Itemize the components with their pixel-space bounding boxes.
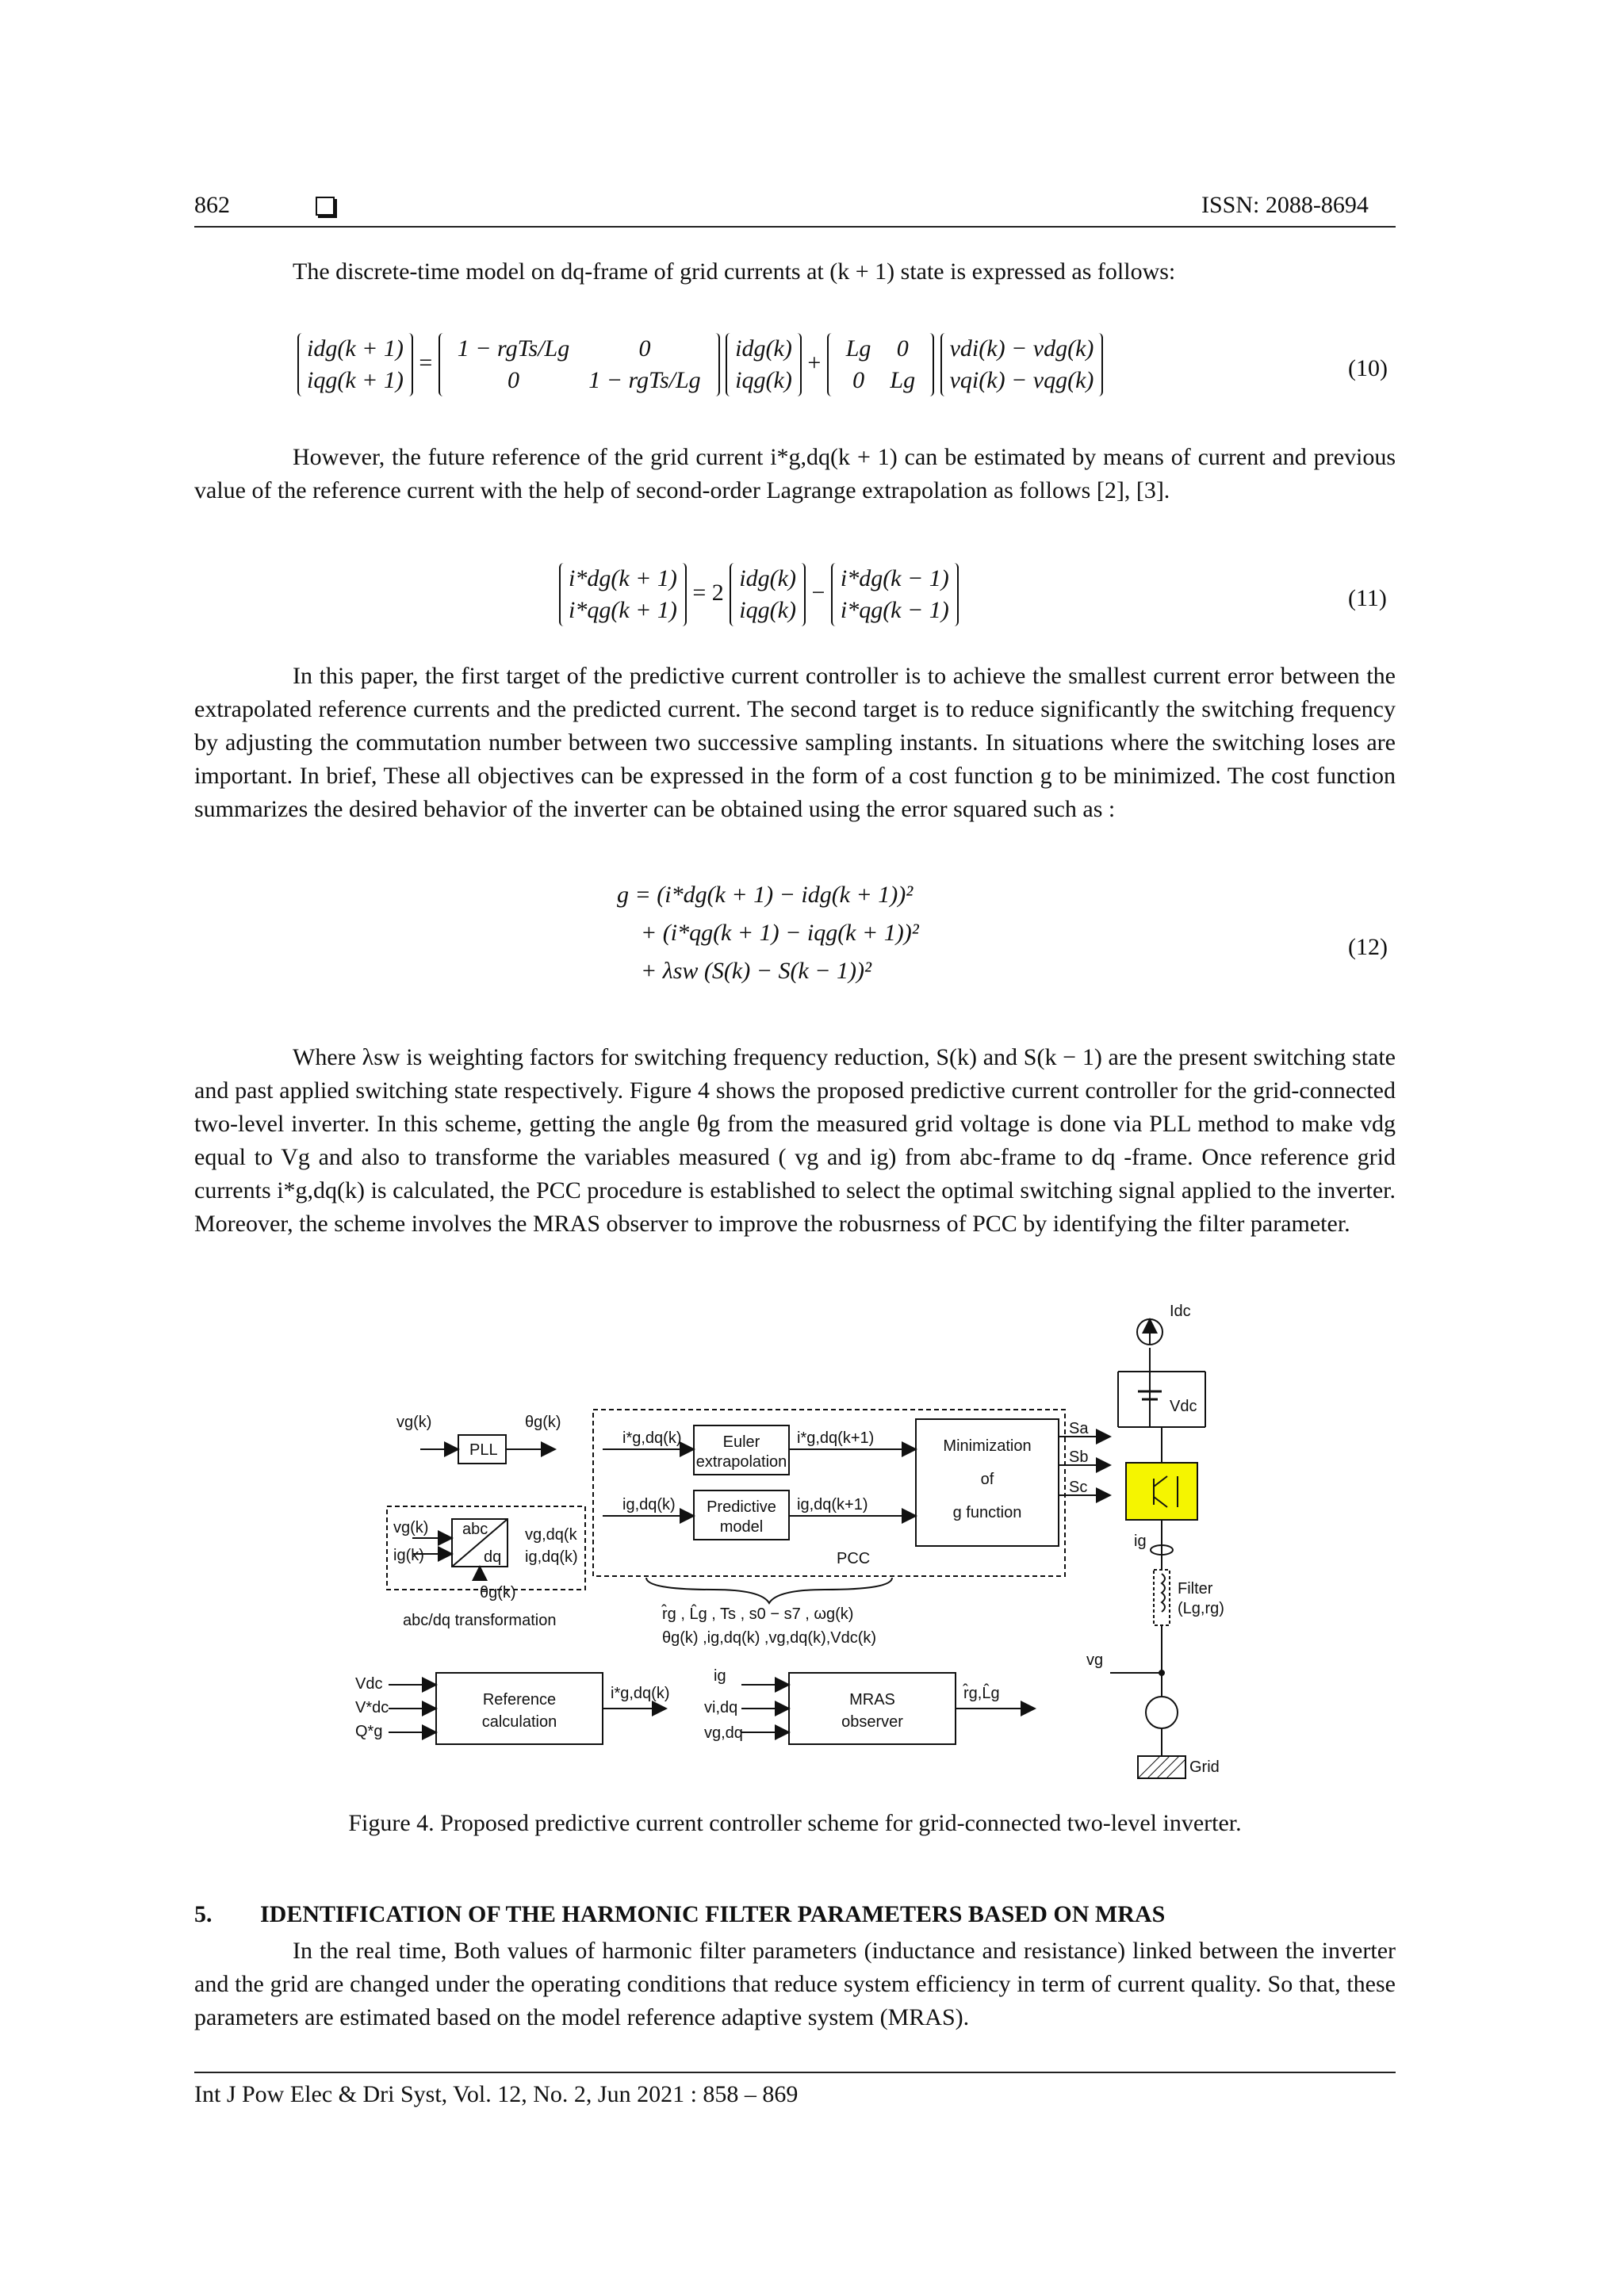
label-params1: r̂g , L̂g , Ts , s0 − s7 , ωg(k)	[662, 1605, 854, 1623]
eq10-matrix-a: 1 − rgTs/Lg 0 0 1 − rgTs/Lg	[439, 333, 720, 396]
label-vdc: Vdc	[355, 1675, 383, 1693]
label-filter-params: (Lg,rg)	[1178, 1600, 1224, 1617]
equation-11-number: (11)	[1348, 585, 1387, 611]
equation-12-number: (12)	[1348, 934, 1388, 960]
header-rule	[194, 226, 1396, 228]
label-theta-out: θg(k)	[525, 1414, 561, 1431]
paragraph-3: In this paper, the first target of the predictive current controller is to achieve the smallest current error between the extrapolated reference currents and the predicted current. The second target is to reduce significantly the switching frequency by adjusting the commutation number between two successive sampling instants. In situations where the switching loses are important. In brief, These all objectives can be expressed in the form of a cost function g to be minimized. The cost function summarizes the desired behavior of the inverter can be obtained using the error squared such as :	[194, 663, 1396, 822]
label-idc: Idc	[1170, 1303, 1191, 1320]
label-vdc-cap: Vdc	[1170, 1398, 1197, 1415]
label-min1: Minimization	[943, 1437, 1032, 1455]
equation-10: idg(k + 1) iqg(k + 1) = 1 − rgTs/Lg 0 0 1 − rgTs/Lg idg(k) iqg(k) + Lg 0 0 Lg vdi(k) − vdg(k) vqi(k) − vqg(k)	[297, 333, 1103, 396]
section-title: IDENTIFICATION OF THE HARMONIC FILTER PARAMETERS BASED ON MRAS	[260, 1901, 1166, 1927]
label-mras2: observer	[841, 1713, 903, 1731]
reference-block	[436, 1673, 603, 1744]
label-min3: g function	[952, 1504, 1022, 1521]
label-qg-star: Q*g	[355, 1723, 383, 1740]
equation-10-number: (10)	[1348, 355, 1388, 381]
label-vg-abc: vg(k)	[393, 1519, 429, 1536]
paragraph-1: The discrete-time model on dq-frame of grid currents at (k + 1) state is expressed as follows:	[293, 258, 1176, 285]
eq12-line-1: g = (i*dg(k + 1) − idg(k + 1))²	[617, 882, 914, 908]
eq10-state: idg(k) iqg(k)	[726, 333, 802, 396]
paragraph-5: In the real time, Both values of harmonic filter parameters (inductance and resistance) linked between the inverter and the grid are changed under the operating conditions that reduce system efficiency in term of current quality. So that, these parameters are estimated based on the model reference adaptive system (MRAS).	[194, 1938, 1396, 2030]
label-euler-out: i*g,dq(k+1)	[797, 1429, 875, 1447]
figure-4-diagram	[317, 1292, 1308, 1792]
inverter-switch-block	[1126, 1463, 1197, 1520]
grid-transformer-symbol	[1146, 1697, 1178, 1728]
eq12-line-3: + λsw (S(k) − S(k − 1))²	[641, 958, 871, 984]
checkbox-glyph-icon	[316, 197, 335, 216]
eq11-lhs: i*dg(k + 1) i*qg(k + 1)	[559, 563, 687, 626]
paragraph-4: Where λsw is weighting factors for switching frequency reduction, S(k) and S(k − 1) are the present switching state and past applied switching state respectively. Figure 4 shows the proposed predictive current controller for the grid-connected two-level inverter. In this scheme, getting the angle θg from the measured grid voltage is done via PLL method to make vdg equal to Vg and also to transforme the variables measured ( vg and ig) from abc-frame to dq -frame. Once reference grid currents i*g,dq(k) is calculated, the PCC procedure is established to select the optimal switching signal applied to the inverter. Moreover, the scheme involves the MRAS observer to improve the robusrness of PCC by identifying the filter parameter.	[194, 1044, 1396, 1237]
label-vgdq-out: vg,dq(k	[525, 1526, 577, 1544]
equation-12	[617, 876, 919, 990]
label-pred2: model	[719, 1518, 764, 1536]
label-igdq-out: ig,dq(k)	[525, 1548, 578, 1566]
label-refcalc-out: i*g,dq(k)	[611, 1685, 670, 1702]
label-grid: Grid	[1189, 1758, 1220, 1776]
label-abcdq-title: abc/dq transformation	[403, 1612, 557, 1629]
paragraph-2: However, the future reference of the grid current i*g,dq(k + 1) can be estimated by means of current and previous value of the reference current with the help of second-order Lagrange extrapolation as follows [2], [3].	[194, 444, 1396, 503]
label-ig-abc: ig(k)	[393, 1547, 424, 1564]
figure-caption: Figure 4. Proposed predictive current controller scheme for grid-connected two-level inverter.	[348, 1810, 1242, 1836]
eq10-lhs: idg(k + 1) iqg(k + 1)	[297, 333, 413, 396]
section-number: 5.	[194, 1901, 213, 1927]
label-mras1: MRAS	[849, 1691, 895, 1709]
label-pred1: Predictive	[707, 1498, 776, 1516]
label-vg-in: vg(k)	[396, 1414, 432, 1431]
label-euler2: extrapolation	[695, 1453, 787, 1471]
issn-label: ISSN: 2088-8694	[1201, 192, 1369, 218]
label-mras-in2: vi,dq	[704, 1699, 738, 1716]
label-pcc: PCC	[837, 1550, 871, 1567]
footer-citation: Int J Pow Elec & Dri Syst, Vol. 12, No. 2, Jun 2021 : 858 – 869	[194, 2081, 799, 2107]
label-dq: dq	[484, 1548, 502, 1566]
label-pred-out: ig,dq(k+1)	[797, 1496, 868, 1513]
eq11-current: idg(k) iqg(k)	[730, 563, 806, 626]
equation-11: i*dg(k + 1) i*qg(k + 1) = 2 idg(k) iqg(k) − i*dg(k − 1) i*qg(k − 1)	[559, 563, 959, 626]
label-mras-out: r̂g,L̂g	[963, 1685, 1000, 1702]
eq11-previous: i*dg(k − 1) i*qg(k − 1)	[831, 563, 959, 626]
label-params2: θg(k) ,ig,dq(k) ,vg,dq(k),Vdc(k)	[662, 1629, 877, 1647]
label-theta-in: θg(k)	[480, 1584, 516, 1601]
label-euler1: Euler	[722, 1433, 760, 1451]
label-refcalc2: calculation	[481, 1713, 557, 1731]
label-mras-in3: vg,dq	[704, 1724, 743, 1742]
label-sb: Sb	[1069, 1448, 1089, 1466]
page-number: 862	[194, 192, 230, 218]
mras-block	[789, 1673, 956, 1744]
label-filter: Filter	[1178, 1580, 1213, 1598]
label-ig-out: ig	[1134, 1533, 1147, 1550]
label-ref-in1: i*g,dq(k)	[622, 1429, 682, 1447]
label-abc: abc	[462, 1521, 488, 1538]
label-pll: PLL	[469, 1441, 498, 1459]
filter-inductor	[1154, 1570, 1170, 1625]
label-refcalc1: Reference	[482, 1691, 557, 1709]
label-sc: Sc	[1069, 1479, 1088, 1496]
label-vdc-star: V*dc	[355, 1699, 389, 1716]
eq10-input: vdi(k) − vdg(k) vqi(k) − vqg(k)	[940, 333, 1104, 396]
label-ref-in2: ig,dq(k)	[622, 1496, 676, 1513]
footer-rule	[194, 2072, 1396, 2073]
label-min2: of	[980, 1471, 994, 1488]
grid-symbol	[1138, 1756, 1185, 1778]
label-mras-in1: ig	[714, 1667, 726, 1685]
eq10-matrix-b: Lg 0 0 Lg	[827, 333, 934, 396]
label-vg-out: vg	[1086, 1651, 1104, 1669]
eq12-line-2: + (i*qg(k + 1) − iqg(k + 1))²	[641, 920, 919, 946]
label-sa: Sa	[1069, 1420, 1089, 1437]
